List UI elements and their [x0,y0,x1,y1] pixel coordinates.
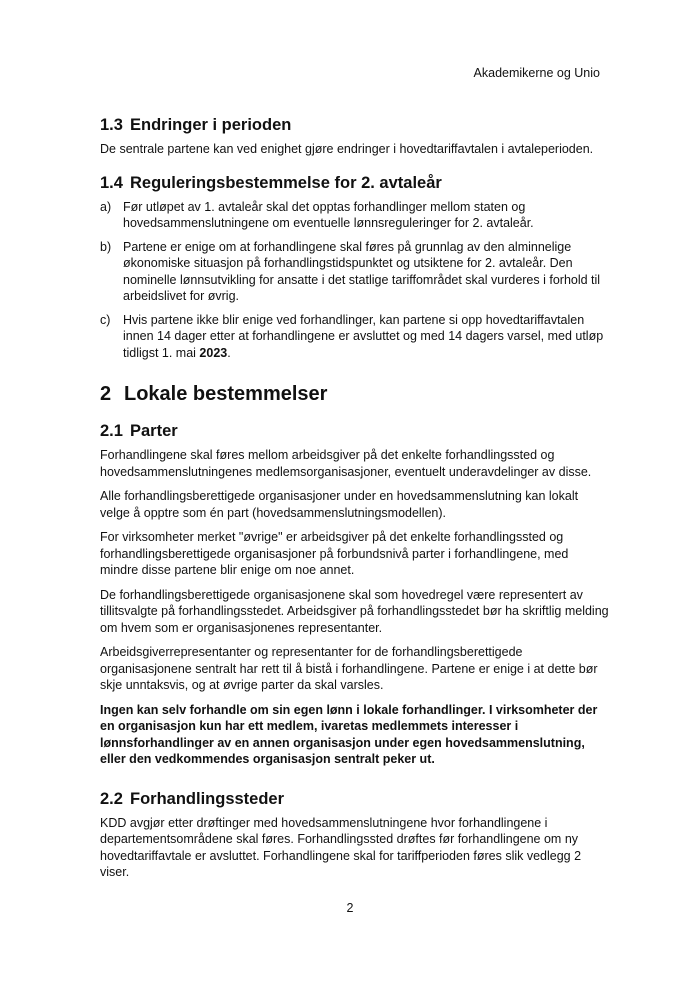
section-heading-2-2 [100,790,610,809]
chapter-heading-2 [100,383,610,406]
list-item-text: Partene er enige om at forhandlingene skal føres på grunnlag av den alminnelige økonomiske situasjon på forhandlingstidspunktet og utsiktene for 2. avtaleår. Den nominelle lønnsutvikling for ansatte i det statlige tariffområdet skal vurderes i forhold til arbeidslivet for øvrig. [123,239,601,303]
paragraph: KDD avgjør etter drøftinger med hovedsammenslutningene hvor forhandlingene i departementsområdene skal føres. Forhandlingssted drøftes før forhandlingene om ny hovedtariffavtale er avsluttet. Forhandlingene skal for tariffperioden føres slik vedlegg 2 viser. [100,815,582,879]
section-title: Forhandlingssteder [130,789,285,808]
section-number: 2.2 [100,789,123,808]
list-marker: c) [100,312,111,327]
section-title: Endringer i perioden [130,116,292,134]
running-header: Akademikerne og Unio [473,66,600,80]
paragraph: Arbeidsgiverrepresentanter og representanter for de forhandlingsberettigede organisasjonene sentralt har rett til å bistå i forhandlingene. Partene er enige i at dette bør skje unntaksvis, og at øvrige parter da skal varsles. [100,645,598,692]
section-number: 2.1 [100,422,123,440]
chapter-title: Lokale bestemmelser [124,383,328,405]
paragraph: De forhandlingsberettigede organisasjonene skal som hovedregel være representert av tillitsvalgte på forhandlingsstedet. Arbeidsgiver på forhandlingsstedet bør ha skriftlig melding om hvem som er organisasjonenes representanter. [100,587,609,635]
chapter-number: 2 [100,383,112,405]
list-item-text: Før utløpet av 1. avtaleår skal det opptas forhandlinger mellom staten og hovedsammenslutningene om eventuelle lønnsreguleringer for 2. avtaleår. [123,199,534,230]
paragraph: Forhandlingene skal føres mellom arbeidsgiver på det enkelte forhandlingssted og hovedsammenslutningenes medlemsorganisasjoner, eventuelt underavdelinger av disse. [100,448,592,479]
list-marker: a) [100,199,112,214]
section-heading-1-4 [100,174,610,193]
paragraph: For virksomheter merket "øvrige" er arbeidsgiver på det enkelte forhandlingssted og forhandlingsberettigede organisasjoner på forbundsnivå parter i forhandlingene, med mindre disse partene blir enige om noe annet. [100,530,569,577]
section-number: 1.3 [100,116,123,134]
list-item [100,239,610,305]
bold-paragraph: Ingen kan selv forhandle om sin egen lønn i lokale forhandlinger. I virksomheter der en organisasjon kun har ett medlem, ivaretas medlemmets interesser i lønnsforhandlinger av en annen organisasjon under egen hovedsammenslutning, eller den vedkommendes organisasjon sentralt peker ut. [100,702,598,766]
list-item-text: Hvis partene ikke blir enige ved forhandlinger, kan partene si opp hovedtariffavtalen innen 14 dager etter at forhandlingene er avsluttet og med 14 dagers varsel, med utløp tidligst 1. mai [123,312,604,360]
list-item [100,312,610,362]
section-heading-1-3 [100,116,610,135]
page-content [100,116,610,889]
paragraph: De sentrale partene kan ved enighet gjøre endringer i hovedtariffavtalen i avtaleperioden. [100,142,594,156]
page-number: 2 [346,901,354,915]
lettered-list [100,199,610,362]
section-title: Reguleringsbestemmelse for 2. avtaleår [130,173,442,192]
list-item-text-end: . [227,345,231,360]
section-heading-2-1 [100,422,610,441]
section-number: 1.4 [100,173,123,192]
section-title: Parter [130,422,178,440]
list-item-bold-year: 2023 [199,345,228,360]
list-item [100,199,610,232]
paragraph: Alle forhandlingsberettigede organisasjoner under en hovedsammenslutning kan lokalt velge å opptre som én part (hovedsammenslutningsmodellen). [100,489,579,520]
list-marker: b) [100,239,112,254]
